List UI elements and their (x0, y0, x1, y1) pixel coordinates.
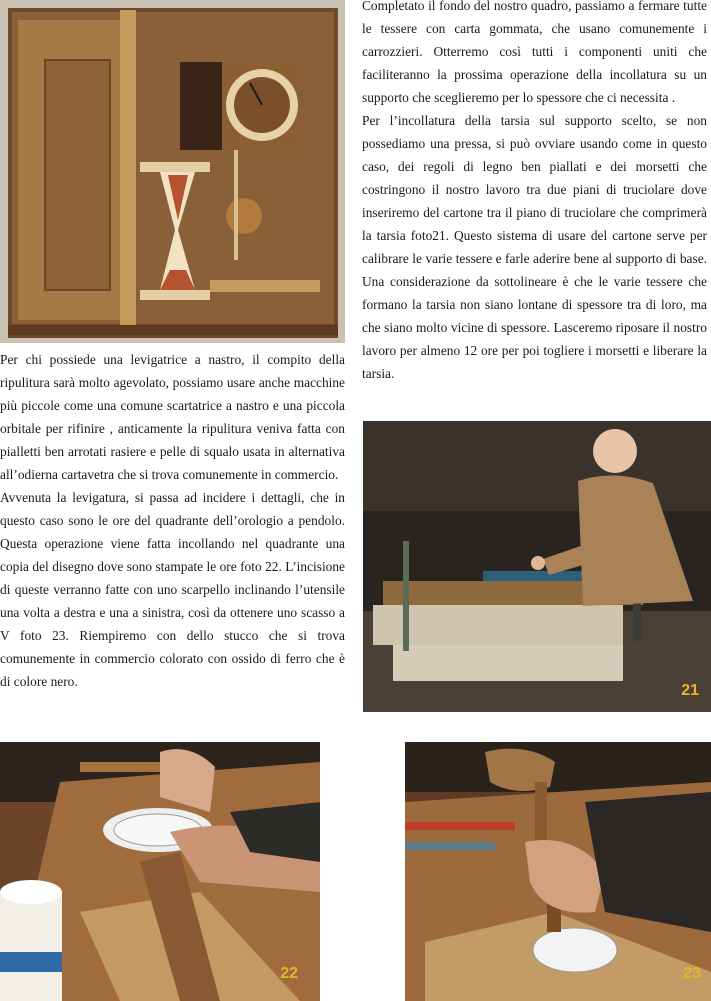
paragraph: Avvenuta la levigatura, si passa ad incidere i dettagli, che in questo caso sono le ore del quadrante dell’orologio a pendolo. Questa operazione viene fatta incollando nel quadrante una copia del disegno dove sono stampate le ore foto 22. L’incisione di queste verranno fatte con uno scarpello inclinando l’utensile una volta a destra e una a sinistra, così da ottenere uno scasso a V foto 23. Riempiremo con dello stucco che si trova comunemente in commercio colorato con ossido di ferro che è di colore nero. (0, 490, 345, 689)
photo-22 (0, 742, 320, 1001)
paragraph: Per chi possiede una levigatrice a nastro, il compito della ripulitura sarà molto agevolato, possiamo usare anche macchine più piccole come una comune scartatrice a nastro e una piccola orbitale per rifinire , anticamente la ripulitura veniva fatta con pialletti ben arrotati rasiere e pelle di squalo usata in alternativa all’odierna cartavetra che si trova comunemente in commercio. (0, 352, 345, 482)
photo-23 (405, 742, 711, 1001)
photo-number-22: 22 (280, 965, 298, 982)
body-text-right-top (362, 0, 707, 385)
artwork-photo (0, 0, 345, 343)
photo-21 (363, 421, 711, 712)
photo-number-21: 21 (681, 682, 699, 699)
paragraph: Completato il fondo del nostro quadro, passiamo a fermare tutte le tessere con carta gommata, che usano comunemente i carrozzieri. Otterremo così tutti i componenti uniti che faciliteranno la prossima operazione della incollatura su un supporto che sceglieremo per lo spessore che ci necessita . (362, 0, 707, 105)
paragraph: Per l’incollatura della tarsia sul supporto scelto, se non possediamo una pressa, si può ovviare usando come in questo caso, dei regoli di legno ben piallati e dei morsetti che costringono il nostro lavoro tra due piani di truciolare dove inseriremo del cartone tra il piano di truciolare che comprimerà la tarsia foto21. Questo sistema di usare del cartone serve per calibrare le varie tessere e farle aderire bene al supporto di base. Una considerazione da sottolineare è che le varie tessere che formano la tarsia non siano lontane di spessore tra di loro, ma che siano molto vicine di spessore. Lasceremo riposare il nostro lavoro per almeno 12 ore per poi togliere i morsetti e liberare la tarsia. (362, 113, 707, 381)
photo-number-23: 23 (683, 965, 701, 982)
body-text-left-mid (0, 348, 345, 693)
